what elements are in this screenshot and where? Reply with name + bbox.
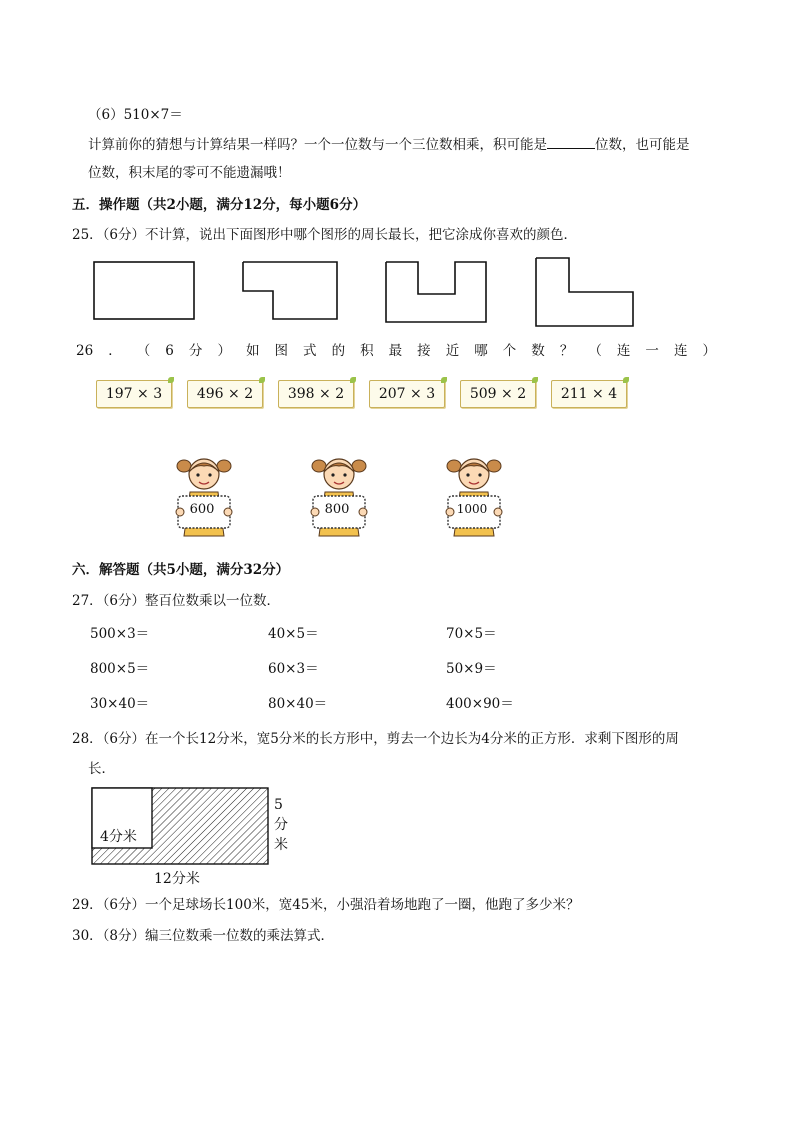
q26-char: 哪 bbox=[474, 343, 488, 359]
q24-text-c: 位数，积末尾的零可不能遗漏哦！ bbox=[88, 165, 291, 181]
q28-text-line1: 28．（6分）在一个长12分米，宽5分米的长方形中，剪去一个边长为4分米的正方形．求剩下图形的周 bbox=[72, 731, 679, 747]
card-label: 509 × 2 bbox=[469, 386, 527, 402]
q25-shapes bbox=[90, 254, 650, 332]
q26-char: 数 bbox=[531, 343, 545, 359]
q27-expr: 40×5＝ bbox=[268, 626, 319, 642]
girl-illustration-icon bbox=[172, 452, 236, 540]
q26-char: 连 bbox=[673, 343, 688, 359]
answer-blank-1[interactable] bbox=[547, 135, 595, 149]
board-value: 800 bbox=[324, 502, 350, 517]
q26-char: 一 bbox=[645, 343, 659, 359]
q28-diagram bbox=[88, 784, 278, 870]
q27-expr: 400×90＝ bbox=[446, 696, 514, 712]
shape-step[interactable] bbox=[243, 262, 337, 319]
leaf-icon bbox=[350, 377, 356, 383]
section5-title: 五．操作题（共2小题，满分12分，每小题6分） bbox=[72, 197, 367, 213]
q26-char: 的 bbox=[331, 343, 346, 359]
card-label: 398 × 2 bbox=[287, 386, 345, 402]
q27-expr: 500×3＝ bbox=[90, 626, 150, 642]
q26-char: 分 bbox=[188, 343, 203, 359]
q28-text-line2: 长． bbox=[88, 761, 115, 777]
square-label: 4分米 bbox=[100, 829, 137, 845]
expression-card-3[interactable] bbox=[278, 380, 354, 408]
q26-char: 如 bbox=[245, 343, 260, 359]
q26-char: 式 bbox=[303, 343, 317, 359]
q26-char: 最 bbox=[388, 343, 403, 359]
q26-char: 6 bbox=[165, 343, 174, 359]
expression-card-1[interactable] bbox=[96, 380, 172, 408]
shape-rectangle[interactable] bbox=[94, 262, 194, 319]
q26-char: ） bbox=[217, 343, 231, 359]
girl-with-board-2[interactable] bbox=[307, 452, 371, 540]
q26-char: （ bbox=[588, 343, 602, 359]
girl-with-board-3[interactable] bbox=[442, 452, 506, 540]
leaf-icon bbox=[259, 377, 265, 383]
width-label-unit-2: 米 bbox=[274, 837, 288, 853]
q26-char: ？ bbox=[559, 343, 574, 359]
q29-text: 29．（6分）一个足球场长100米，宽45米，小强沿着场地跑了一圈，他跑了多少米？ bbox=[72, 897, 580, 913]
girl-with-board-1[interactable] bbox=[172, 452, 236, 540]
q24-question-line2 bbox=[88, 164, 291, 182]
q24-text-a: 计算前你的猜想与计算结果一样吗？一个一位数与一个三位数相乘，积可能是 bbox=[88, 137, 547, 153]
card-label: 197 × 3 bbox=[105, 386, 163, 402]
q27-expr: 70×5＝ bbox=[446, 626, 497, 642]
q27-text: 27．（6分）整百位数乘以一位数． bbox=[72, 593, 281, 609]
expression-card-5[interactable] bbox=[460, 380, 536, 408]
shape-u[interactable] bbox=[386, 262, 486, 322]
q27-expr: 30×40＝ bbox=[90, 696, 150, 712]
leaf-icon bbox=[532, 377, 538, 383]
card-label: 207 × 3 bbox=[378, 386, 436, 402]
q27-expr: 80×40＝ bbox=[268, 696, 328, 712]
q26-char: 积 bbox=[360, 343, 374, 359]
card-label: 211 × 4 bbox=[560, 386, 618, 402]
q30-text: 30．（8分）编三位数乘一位数的乘法算式． bbox=[72, 928, 335, 944]
q24-item6: （6）510×7＝ bbox=[88, 107, 183, 123]
board-value: 1000 bbox=[456, 502, 488, 516]
q24-text-b: 位数，也可能是 bbox=[595, 137, 690, 153]
section6-title: 六．解答题（共5小题，满分32分） bbox=[72, 562, 290, 578]
board-value: 600 bbox=[189, 502, 215, 517]
q26-char: ） bbox=[702, 343, 716, 359]
q26-char: ． bbox=[108, 343, 122, 359]
q26-char: 连 bbox=[616, 343, 631, 359]
q26-char: 个 bbox=[502, 343, 517, 359]
q26-char: （ bbox=[136, 343, 151, 359]
q27-expr: 60×3＝ bbox=[268, 661, 319, 677]
expression-card-4[interactable] bbox=[369, 380, 445, 408]
length-label: 12分米 bbox=[154, 871, 200, 887]
q26-char: 图 bbox=[274, 343, 288, 359]
q27-expr: 50×9＝ bbox=[446, 661, 497, 677]
card-label: 496 × 2 bbox=[196, 386, 254, 402]
width-label-unit-1: 分 bbox=[274, 817, 288, 833]
q26-char: 近 bbox=[445, 343, 460, 359]
expression-card-2[interactable] bbox=[187, 380, 263, 408]
q25-text: 25．（6分）不计算，说出下面图形中哪个图形的周长最长，把它涂成你喜欢的颜色． bbox=[72, 227, 578, 243]
leaf-icon bbox=[623, 377, 629, 383]
q27-expr: 800×5＝ bbox=[90, 661, 150, 677]
width-label-num: 5 bbox=[274, 797, 283, 813]
girl-illustration-icon bbox=[442, 452, 506, 540]
q26-char: 26 bbox=[76, 343, 94, 359]
shape-l[interactable] bbox=[536, 258, 633, 326]
q24-question-line1 bbox=[88, 135, 690, 154]
leaf-icon bbox=[168, 377, 174, 383]
girl-illustration-icon bbox=[307, 452, 371, 540]
leaf-icon bbox=[441, 377, 447, 383]
q26-char: 接 bbox=[417, 343, 431, 359]
expression-card-6[interactable] bbox=[551, 380, 627, 408]
q26-text bbox=[76, 342, 716, 360]
